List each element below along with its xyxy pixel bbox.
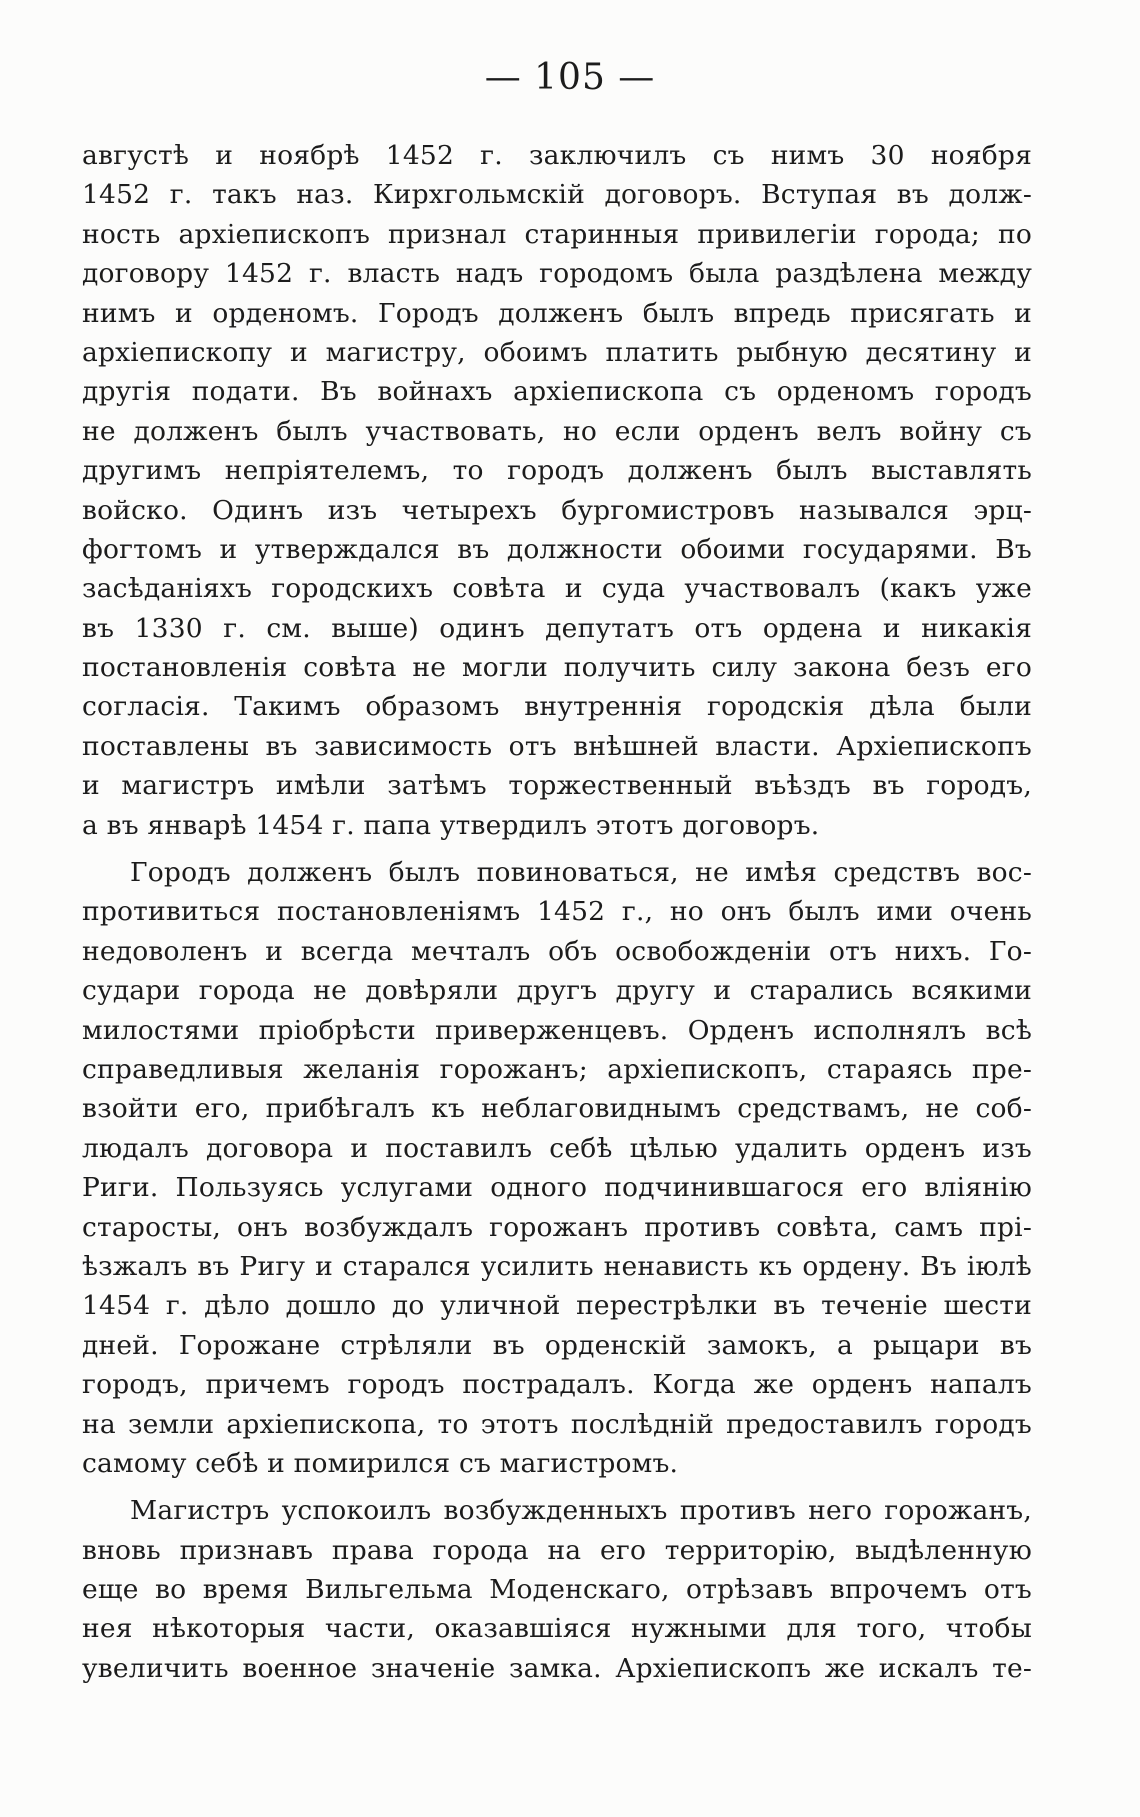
text-line: ѣзжалъ въ Ригу и старался усилить ненависть къ ордену. Въ іюлѣ [82,1250,1032,1282]
text-line: милостями пріобрѣсти приверженцевъ. Орденъ исполнялъ всѣ [82,1014,1032,1046]
text-line: 1452 г. такъ наз. Кирхгольмскій договоръ. Вступая въ долж- [82,179,1032,211]
text-line: старосты, онъ возбуждалъ горожанъ противъ совѣта, самъ прі- [82,1211,1032,1243]
text-line: засѣданіяхъ городскихъ совѣта и суда участвовалъ (какъ уже [82,573,1032,605]
text-line: въ 1330 г. см. выше) одинъ депутатъ отъ ордена и никакія [82,612,1032,644]
text-line: дней. Горожане стрѣляли въ орденскій замокъ, а рыцари въ [82,1329,1032,1361]
text-line: нея нѣкоторыя части, оказавшіяся нужными для того, чтобы [82,1613,1032,1645]
text-line: справедливыя желанія горожанъ; архіепископъ, стараясь пре- [82,1053,1032,1085]
text-line: самому себѣ и помирился съ магистромъ. [82,1447,679,1479]
text-line: фогтомъ и утверждался въ должности обоими государями. Въ [82,533,1032,565]
paragraph-spacer [82,1483,1032,1491]
text-line: согласія. Такимъ образомъ внутреннія городскія дѣла были [82,691,1032,723]
text-line: на земли архіепископа, то этотъ послѣдній предоставилъ городъ [82,1408,1032,1440]
paragraph-spacer [82,845,1032,853]
text-line: и магистръ имѣли затѣмъ торжественный въѣздъ въ городъ, [82,770,1032,802]
text-line: недоволенъ и всегда мечталъ объ освобожденіи отъ нихъ. Го- [82,935,1032,967]
text-line: войско. Одинъ изъ четырехъ бургомистровъ назывался эрц- [82,494,1032,526]
text-line: ность архіепископъ признал старинныя привилегіи города; по [82,218,1032,250]
text-line: другимъ непріятелемъ, то городъ долженъ былъ выставлять [82,455,1032,487]
paragraph-3 [82,1491,1032,1688]
text-line: постановленія совѣта не могли получить силу закона безъ его [82,652,1032,684]
text-line: Магистръ успокоилъ возбужденныхъ противъ него горожанъ, [130,1495,1032,1527]
text-line: взойти его, прибѣгалъ къ неблаговиднымъ средствамъ, не соб- [82,1093,1032,1125]
text-line: вновь признавъ права города на его территорію, выдѣленную [82,1534,1032,1566]
text-line: противиться постановленіямъ 1452 г., но онъ былъ ими очень [82,896,1032,928]
paragraph-2 [82,853,1032,1483]
text-line: августѣ и ноябрѣ 1452 г. заключилъ съ нимъ 30 ноября [82,140,1032,171]
paragraph-1 [82,136,1032,845]
text-line: людалъ договора и поставилъ себѣ цѣлью удалить орденъ изъ [82,1132,1032,1164]
text-line: другія подати. Въ войнахъ архіепископа съ орденомъ городъ [82,376,1032,408]
text-line: городъ, причемъ городъ пострадалъ. Когда же орденъ напалъ [82,1369,1032,1401]
text-line: еще во время Вильгельма Моденскаго, отрѣзавъ впрочемъ отъ [82,1574,1032,1606]
text-line: 1454 г. дѣло дошло до уличной перестрѣлки въ теченіе шести [82,1290,1032,1322]
body-text [82,136,1032,1688]
text-line: поставлены въ зависимость отъ внѣшней власти. Архіепископъ [82,730,1032,762]
text-line: Риги. Пользуясь услугами одного подчинившагося его вліянію [82,1172,1032,1204]
text-line: судари города не довѣряли другъ другу и старались всякими [82,975,1032,1007]
text-line: не долженъ былъ участвовать, но если орденъ велъ войну съ [82,415,1032,447]
text-line: договору 1452 г. власть надъ городомъ была раздѣлена между [82,258,1032,290]
text-line: а въ январѣ 1454 г. папа утвердилъ этотъ договоръ. [82,809,820,841]
text-line: архіепископу и магистру, обоимъ платить рыбную десятину и [82,336,1032,368]
text-line: Городъ долженъ былъ повиноваться, не имѣя средствъ вос- [130,857,1032,889]
page-number: — 105 — [484,57,656,98]
text-line: нимъ и орденомъ. Городъ долженъ былъ впредь присягать и [82,297,1032,329]
text-line: увеличить военное значеніе замка. Архіепископъ же искалъ те- [82,1652,1032,1684]
